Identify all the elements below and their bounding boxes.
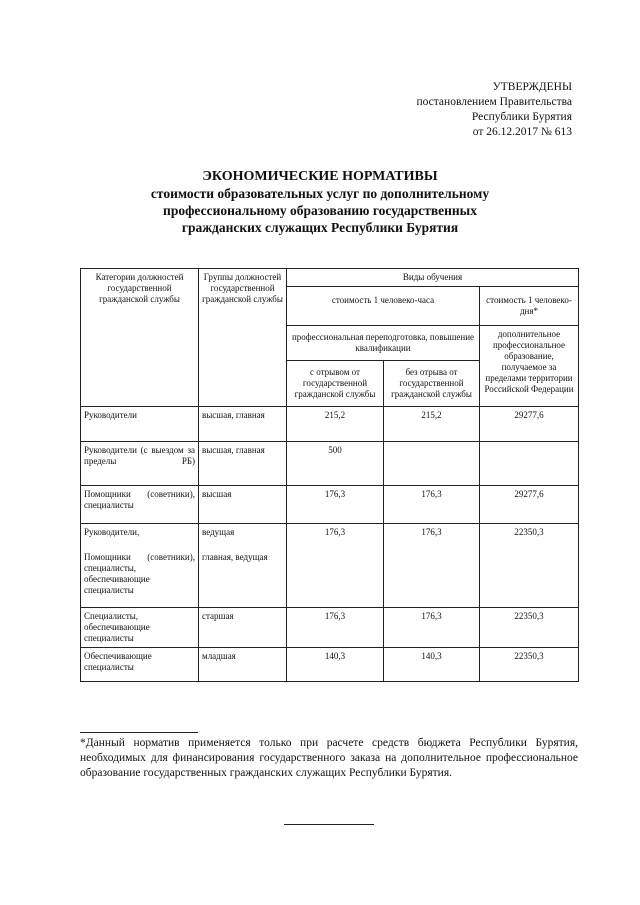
cell-category-combined xyxy=(81,524,199,608)
cell-group: старшая xyxy=(199,608,287,648)
cell-without-leave xyxy=(384,442,480,486)
cell-with-leave: 140,3 xyxy=(287,648,384,682)
cell-with-leave: 500 xyxy=(287,442,384,486)
cell-group: высшая, главная xyxy=(199,442,287,486)
cell-abroad: 29277,6 xyxy=(480,407,579,442)
document-title xyxy=(0,168,640,236)
footnote-divider xyxy=(80,732,198,733)
table-row xyxy=(81,608,579,648)
header-category: Категории должностей государственной гражданской службы xyxy=(81,269,199,407)
cell-with-leave: 176,3 xyxy=(287,524,384,608)
cell-category: Специалисты, обеспечивающие специалисты xyxy=(81,608,199,648)
cell-group: ведущая xyxy=(202,527,235,537)
cell-abroad: 22350,3 xyxy=(480,608,579,648)
cell-abroad xyxy=(480,442,579,486)
cell-abroad: 29277,6 xyxy=(480,486,579,524)
table-row xyxy=(81,524,579,608)
cell-group: высшая, главная xyxy=(199,407,287,442)
header-with-leave: с отрывом от государственной гражданской службы xyxy=(287,361,384,407)
header-additional: дополнительное профессиональное образование, получаемое за пределами территории Российской Федерации xyxy=(480,326,579,407)
cell-without-leave: 176,3 xyxy=(384,486,480,524)
norms-table xyxy=(80,268,579,682)
approval-line: постановлением Правительства xyxy=(416,96,572,108)
header-retraining: профессиональная переподготовка, повышение квалификации xyxy=(287,326,480,361)
approval-heading: УТВЕРЖДЕНЫ xyxy=(492,81,572,93)
table-row xyxy=(81,407,579,442)
cell-abroad: 22350,3 xyxy=(480,648,579,682)
cell-group: младшая xyxy=(199,648,287,682)
header-training-types: Виды обучения xyxy=(287,269,579,287)
header-row xyxy=(81,269,579,287)
cell-category-secondary: Помощники (советники), специалисты, обеспечивающие специалисты xyxy=(84,552,195,595)
header-cost-hour: стоимость 1 человеко-часа xyxy=(287,287,480,326)
table-row xyxy=(81,486,579,524)
cell-group: высшая xyxy=(199,486,287,524)
cell-with-leave: 176,3 xyxy=(287,608,384,648)
cell-with-leave: 215,2 xyxy=(287,407,384,442)
approval-date: от 26.12.2017 № 613 xyxy=(472,126,572,138)
approval-line: Республики Бурятия xyxy=(471,111,572,123)
cell-without-leave: 215,2 xyxy=(384,407,480,442)
cell-group-secondary: главная, ведущая xyxy=(202,552,268,562)
title-main: ЭКОНОМИЧЕСКИЕ НОРМАТИВЫ xyxy=(202,169,438,184)
header-cost-day: стоимость 1 человеко-дня* xyxy=(480,287,579,326)
cell-category: Обеспечивающие специалисты xyxy=(81,648,199,682)
cell-without-leave: 176,3 xyxy=(384,608,480,648)
title-subline: гражданских служащих Республики Бурятия xyxy=(181,220,459,235)
header-without-leave: без отрыва от государственной гражданской службы xyxy=(384,361,480,407)
cell-category: Руководители (с выездом за пределы РБ) xyxy=(81,442,199,486)
cell-without-leave: 140,3 xyxy=(384,648,480,682)
title-subline: стоимости образовательных услуг по дополнительному xyxy=(150,186,490,201)
header-group: Группы должностей государственной гражданской службы xyxy=(199,269,287,407)
footnote: *Данный норматив применяется только при расчете средств бюджета Республики Бурятия, необходимых для финансирования государственного заказа на дополнительное профессиональное образование государственных гражданских служащих Республики Бурятия. xyxy=(80,737,578,779)
approval-stamp xyxy=(416,80,572,140)
cell-group-combined xyxy=(199,524,287,608)
cell-category: Руководители, xyxy=(84,527,140,537)
cell-with-leave: 176,3 xyxy=(287,486,384,524)
cell-category: Руководители xyxy=(81,407,199,442)
table-row xyxy=(81,442,579,486)
title-subline: профессиональному образованию государственных xyxy=(163,203,477,218)
cell-abroad: 22350,3 xyxy=(480,524,579,608)
table-row xyxy=(81,648,579,682)
cell-without-leave: 176,3 xyxy=(384,524,480,608)
cell-category: Помощники (советники), специалисты xyxy=(81,486,199,524)
end-divider xyxy=(284,824,374,825)
